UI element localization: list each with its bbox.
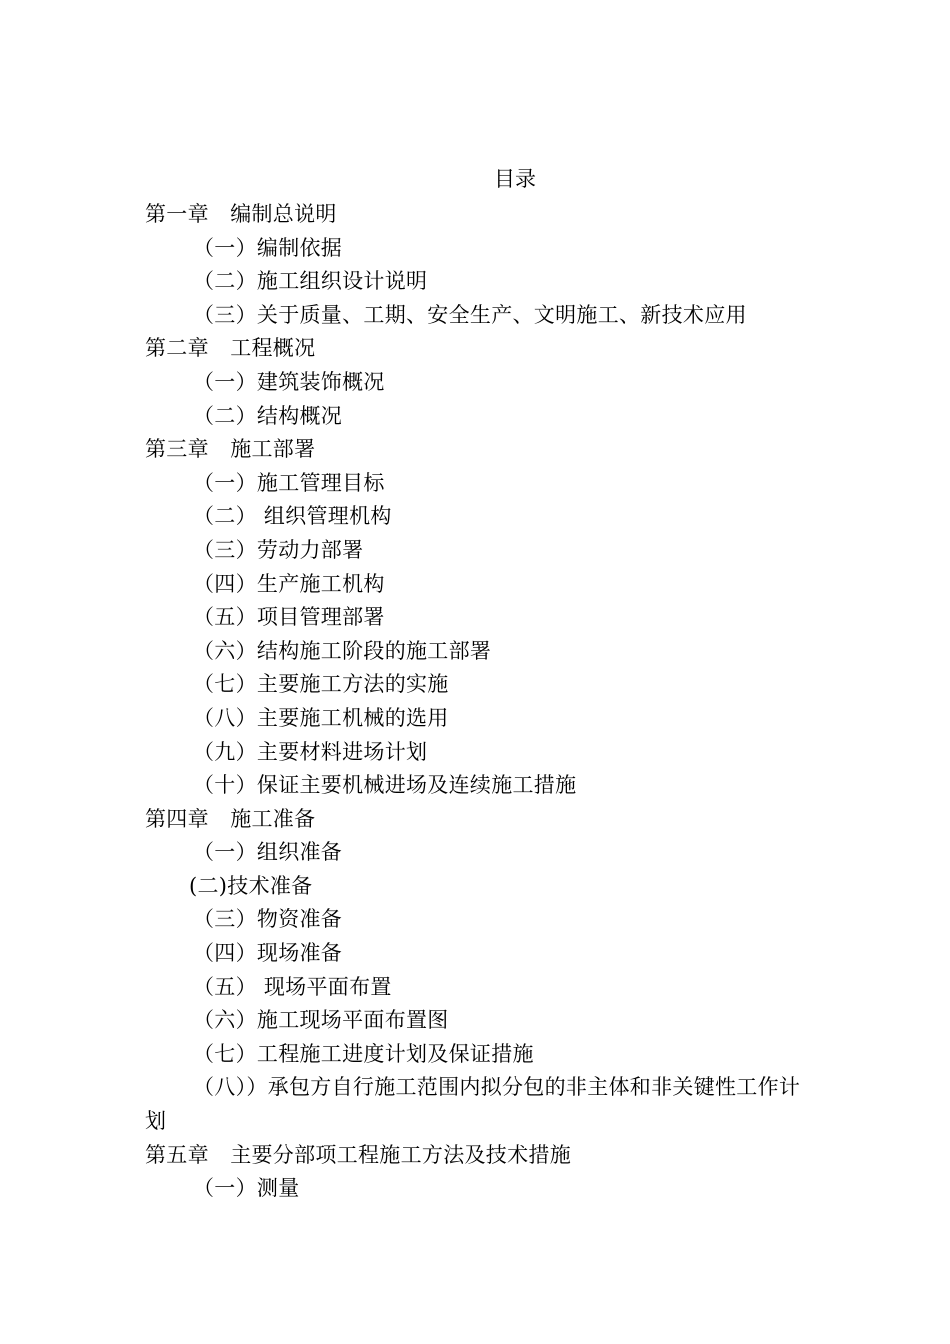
- toc-section-entry: （二） 组织管理机构: [193, 504, 392, 529]
- toc-section-entry: （一）建筑装饰概况: [193, 369, 385, 394]
- toc-section-entry: （一）组织准备: [193, 840, 343, 865]
- toc-section-entry: （四）现场准备: [193, 941, 343, 966]
- toc-section-entry: [145, 1071, 845, 1138]
- toc-title: 目录: [494, 167, 536, 191]
- toc-entry-continuation: 划: [145, 1109, 167, 1134]
- toc-entry-line: （八））承包方自行施工范围内拟分包的非主体和非关键性工作计: [193, 1075, 801, 1100]
- toc-section-entry: (二)技术准备: [189, 873, 313, 898]
- toc-section-entry: （五）项目管理部署: [193, 605, 385, 630]
- toc-section-entry: （七）主要施工方法的实施: [193, 672, 449, 697]
- toc-list: [145, 198, 845, 1206]
- toc-section-entry: （九）主要材料进场计划: [193, 739, 428, 764]
- toc-chapter-entry: 第五章 主要分部项工程施工方法及技术措施: [145, 1142, 571, 1167]
- toc-section-entry: （二）结构概况: [193, 403, 343, 428]
- toc-chapter-entry: 第一章 编制总说明: [145, 202, 337, 226]
- toc-section-entry: （一）测量: [193, 1176, 300, 1201]
- toc-section-entry: （二）施工组织设计说明: [193, 269, 428, 294]
- toc-chapter-entry: 第三章 施工部署: [145, 437, 316, 462]
- toc-section-entry: （六）结构施工阶段的施工部署: [193, 638, 492, 663]
- toc-chapter-entry: 第二章 工程概况: [145, 336, 316, 361]
- toc-section-entry: （八）主要施工机械的选用: [193, 705, 449, 730]
- toc-section-entry: （三）关于质量、工期、安全生产、文明施工、新技术应用: [193, 302, 747, 327]
- toc-section-entry: （六）施工现场平面布置图: [193, 1008, 449, 1033]
- toc-section-entry: （五） 现场平面布置: [193, 974, 392, 999]
- toc-section-entry: （七）工程施工进度计划及保证措施: [193, 1041, 534, 1066]
- toc-section-entry: （一）编制依据: [193, 235, 343, 260]
- toc-section-entry: （十）保证主要机械进场及连续施工措施: [193, 773, 577, 798]
- toc-section-entry: （一）施工管理目标: [193, 470, 385, 495]
- toc-section-entry: （四）生产施工机构: [193, 571, 385, 596]
- toc-section-entry: （三）劳动力部署: [193, 537, 364, 562]
- toc-section-entry: （三）物资准备: [193, 907, 343, 932]
- toc-chapter-entry: 第四章 施工准备: [145, 806, 316, 831]
